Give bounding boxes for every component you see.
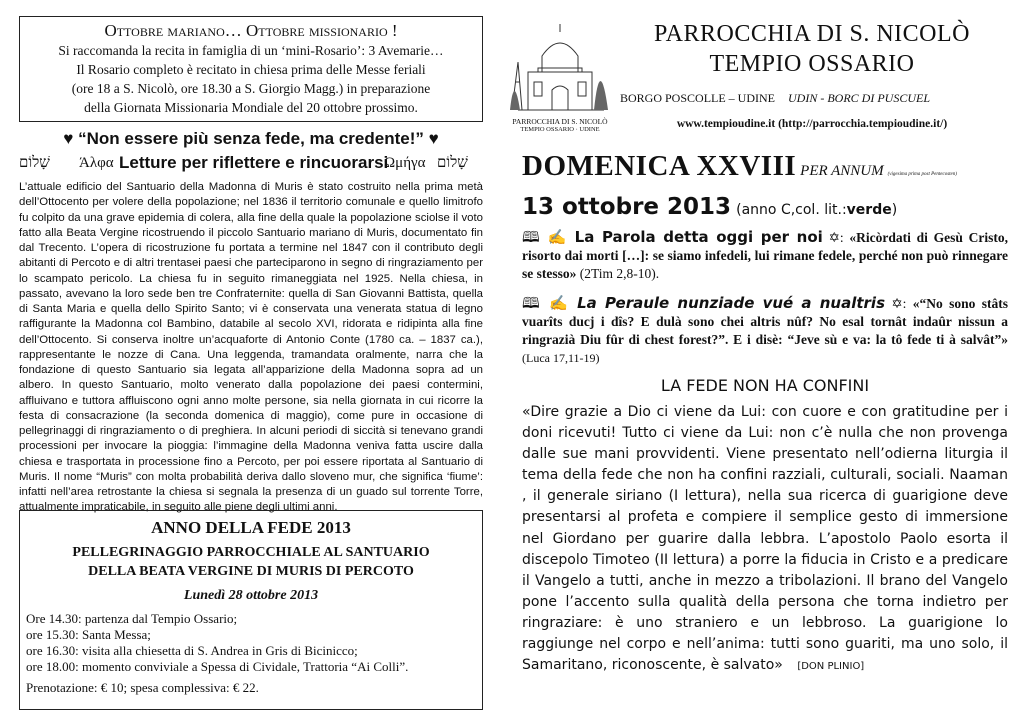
sunday-title-line [522, 150, 1022, 183]
faith-header [19, 128, 483, 150]
book-icon: 🕮 [522, 230, 543, 246]
book-icon: 🕮 [522, 296, 543, 312]
parish-name-2: TEMPIO OSSARIO [709, 51, 915, 77]
omega-text: Ωμήγα [384, 155, 426, 171]
sunday-date-line [522, 194, 1022, 220]
church-drawing [508, 22, 612, 112]
word-ref: (2Tim 2,8-10). [579, 266, 660, 281]
star-icon: ✡: [828, 230, 844, 245]
shalom-text-2: שָׁלוֹם [437, 155, 468, 171]
october-line-3: (ore 18 a S. Nicolò, ore 18.30 a S. Giorgio Magg.) in preparazione [71, 81, 431, 96]
word-quote: «Ricòrdati di Gesù Cristo, risorto dai morti […]: se siamo infedeli, lui rimane fedele, perché non può rinnegare se stesso» [522, 230, 1009, 281]
october-line-2: Il Rosario completo è recitato in chiesa prima delle Messe feriali [76, 62, 426, 77]
pilgrimage-booking: Prenotazione: € 10; spesa complessiva: € 22. [26, 680, 259, 695]
reflection-author: [DON PLINIO] [797, 661, 865, 673]
october-box [19, 16, 483, 122]
pilgrimage-subtitle-2: DELLA BEATA VERGINE DI MURIS DI PERCOTO [88, 564, 414, 579]
pilgrimage-subtitle-1: PELLEGRINAGGIO PARROCCHIALE AL SANTUARIO [72, 545, 430, 560]
reflection-text: «Dire grazie a Dio ci viene da Lui: con cuore e con gratitudine per i doni ricevuti! Tutto ci viene da Lui: non c’è nulla che non provenga dalle sue mani provvidenti. Viene presentato nell’odierna liturgia il tema della fede che non ha confini razziali, culturali, sociali. Naaman , il generale siriano (I lettura), nella sua ricerca di guarigione deve presentarsi al profeta e compiere il semplice gesto di immersione nel Giordano per guarire dalla lebbra. L’apostolo Paolo esorta il discepolo Timoteo (II lettura) a porre la fiducia in Cristo e a predicare il Vangelo a tutti, anche in mezzo a tribolazioni. Il brano del Vangelo pone l’accento sulla qualità della persona che torna indietro per ringraziare: è uno straniero e un lebbroso. La guarigione lo raggiunge nel corpo e nell’anima: tutti sono guariti, ma uno solo, il Samaritano, riconoscente, è salvato» [522, 404, 1008, 674]
faith-title: “Non essere più senza fede, ma credente!” [78, 129, 424, 148]
church-logo [508, 22, 612, 133]
pilgrimage-date: Lunedì 28 ottobre 2013 [183, 588, 319, 603]
sunday-date: 13 ottobre 2013 [522, 194, 732, 220]
parish-address: BORGO POSCOLLE – UDINE [620, 91, 776, 105]
parish-friulian: UDIN - BORC DI PUSCUEL [788, 91, 931, 105]
pilgrimage-item: ore 15.30: Santa Messa; [26, 627, 151, 642]
peraule-ref: (Luca 17,11-19) [522, 351, 600, 365]
readings-header [19, 153, 483, 175]
peraule-quote: «“No sono stâts vuarîts ducj i dîs? E dulà sono chei altris nûf? No esal tornât indaûr nissun a ringrazià Diu fûr di chest forest?”. E i disè: “Jeve sù e va: la tô fede ti à salvât”» [522, 296, 1009, 347]
reflection-body [522, 402, 1008, 677]
parish-address-line [620, 90, 1010, 106]
logo-caption-1: PARROCCHIA DI S. NICOLÒ [512, 117, 608, 126]
word-label: La Parola detta oggi per noi [574, 228, 823, 246]
peraule-label: La Peraule nunziade vué a nualtris [577, 294, 885, 312]
sunday-color: verde [846, 202, 892, 218]
sunday-latin: (vigesima prima post Pentecosten) [887, 172, 957, 177]
logo-caption-2: TEMPIO OSSARIO · UDINE [520, 126, 600, 133]
pen-icon: ✍ [547, 230, 569, 246]
heart-icon: ♥ [63, 129, 74, 148]
peraule-section [522, 294, 1008, 367]
pilgrimage-item: ore 16.30: visita alla chiesetta di S. Andrea in Gris di Bicinicco; [26, 643, 358, 658]
heart-icon: ♥ [428, 129, 439, 148]
parish-name-1: PARROCCHIA DI S. NICOLÒ [654, 21, 970, 47]
parish-website: www.tempioudine.it (http://parrocchia.tempioudine.it/) [676, 118, 948, 130]
october-line-1: Si raccomanda la recita in famiglia di un ‘mini-Rosario’: 3 Avemarie… [58, 43, 444, 58]
sunday-year-info: (anno C,col. lit.: [736, 202, 847, 218]
pilgrimage-item: Ore 14.30: partenza dal Tempio Ossario; [26, 611, 238, 626]
sunday-per-annum: PER ANNUM [800, 163, 884, 179]
sunday-title: DOMENICA XXVIII [522, 150, 797, 182]
shalom-text: שָׁלוֹם [19, 155, 50, 171]
october-title: Ottobre mariano… Ottobre missionario ! [104, 21, 398, 40]
star-icon: ✡: [891, 296, 907, 311]
reflection-title: LA FEDE NON HA CONFINI [660, 376, 870, 395]
sanctuary-text: L’attuale edificio del Santuario della Madonna di Muris è stato costruito nella prima metà dell’Ottocento per volere della popolazione; nel 1836 il territorio comunale e quello limitrofo fu colpito da una grave epidemia di colera, alla fine della quale la popolazione sciolse il voto fatto alla Beata Vergine ricostruendo il piccolo Santuario mariano di Muris, documentato fin dal Trecento. L’opera di ricostruzione fu portata a termine nel 1847 con il contributo degli abitanti di Percoto e di altri trentasei paesi che parteciparono in segno di ringraziamento per lo scampato pericolo. La chiesa fu in seguito rimaneggiata nel 1925. Nella chiesa, in passato, avevano la loro sede ben tre Confraternite: quella di San Giovanni Battista, quella di Santa Maria e quella dello Spirito Santo; vi è conservata una venerata statua di legno raffigurante la Madonna col Bambino, databile al secolo XVI, ridorata e ridipinta alla fine dell’Ottocento. Si conserva inoltre un’acquaforte di Antonio Conte (1780 ca. – 1837 ca.), rappresentante le nozze di Cana. Una leggenda, tramandata oralmente, narra che la fondazione di questo Santuario sia legata all’apparizione della Madonna sopra ad un albero. In questo Santuario, molto venerato dalla popolazione dei paesi contermini, affluivano e tuttora affluiscono ogni anno molte persone, sia nella giornata in cui ricorre la festa di consacrazione (la seconda domenica di maggio), come pure in occasione di pellegrinaggi di ringraziamento o di preghiera. In alcuni periodi di siccità si tenevano grandi processioni per invocare la pioggia: l’immagine della Madonna veniva fatta uscire dalla chiesa e trasportata in processione fino a Percoto, per poi essere riportata al Santuario di Muris. Il nome “Muris” con molta probabilità deriva dallo sloveno mur, che significa ‘fiume’: infatti nell’area retrostante la chiesa si segnala la presenza di un guado sul torrente Torre, attualmente impraticabile, in seguito alle piene degli ultimi anni. [19, 181, 483, 514]
pilgrimage-box [19, 510, 483, 710]
pilgrimage-title: ANNO DELLA FEDE 2013 [151, 518, 351, 537]
pen-icon: ✍ [549, 296, 571, 312]
readings-title: Letture per riflettere e rincuorarsi [119, 153, 389, 172]
alpha-text: Άλφα [79, 155, 114, 171]
october-line-4: della Giornata Missionaria Mondiale del 20 ottobre prossimo. [84, 100, 418, 115]
sunday-close: ) [891, 202, 898, 218]
word-section [522, 228, 1008, 283]
pilgrimage-item: ore 18.00: momento conviviale a Spessa di Cividale, Trattoria “Ai Colli”. [26, 659, 409, 674]
